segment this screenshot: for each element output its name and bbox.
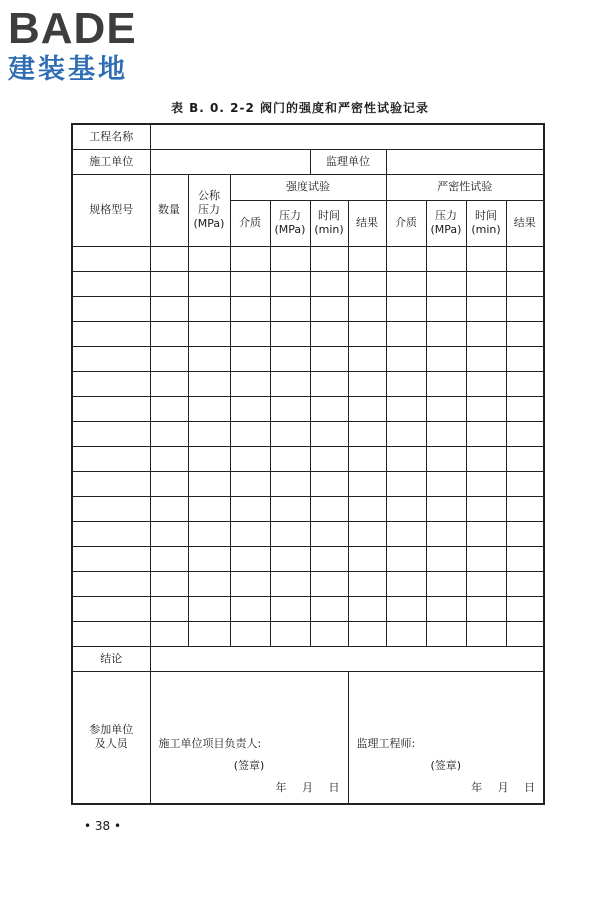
table-cell[interactable] <box>386 471 426 496</box>
table-cell[interactable] <box>426 521 466 546</box>
table-cell[interactable] <box>348 321 386 346</box>
strength-result-header: 结果 <box>348 200 386 246</box>
table-cell[interactable] <box>506 496 544 521</box>
table-row <box>72 621 544 646</box>
table-cell[interactable] <box>150 521 188 546</box>
table-cell[interactable] <box>310 271 348 296</box>
table-cell[interactable] <box>230 546 270 571</box>
table-cell[interactable] <box>426 271 466 296</box>
table-cell[interactable] <box>150 371 188 396</box>
supervisor-date: 年 月 日 <box>471 781 536 794</box>
supervisor-signature-area[interactable] <box>348 671 544 804</box>
tightness-pressure-l1: 压力 <box>435 209 457 222</box>
table-cell[interactable] <box>310 296 348 321</box>
table-cell[interactable] <box>426 421 466 446</box>
tightness-time-l2: (min) <box>471 223 501 236</box>
table-cell[interactable] <box>150 496 188 521</box>
table-cell[interactable] <box>188 446 230 471</box>
table-cell[interactable] <box>230 521 270 546</box>
table-cell[interactable] <box>466 246 506 271</box>
table-cell[interactable] <box>72 546 150 571</box>
supervisor-sign-label: 监理工程师: <box>356 737 416 750</box>
table-cell[interactable] <box>310 621 348 646</box>
table-row <box>72 246 544 271</box>
table-cell[interactable] <box>310 446 348 471</box>
table-cell[interactable] <box>72 521 150 546</box>
table-cell[interactable] <box>310 371 348 396</box>
table-cell[interactable] <box>506 321 544 346</box>
table-cell[interactable] <box>386 496 426 521</box>
table-cell[interactable] <box>150 596 188 621</box>
table-cell[interactable] <box>310 321 348 346</box>
table-cell[interactable] <box>466 496 506 521</box>
contractor-label: 施工单位 <box>72 149 150 174</box>
table-cell[interactable] <box>348 271 386 296</box>
table-row <box>72 596 544 621</box>
table-cell[interactable] <box>426 371 466 396</box>
table-cell[interactable] <box>506 546 544 571</box>
table-cell[interactable] <box>348 246 386 271</box>
table-cell[interactable] <box>270 621 310 646</box>
table-cell[interactable] <box>270 496 310 521</box>
strength-time-l2: (min) <box>314 223 344 236</box>
table-cell[interactable] <box>348 371 386 396</box>
table-cell[interactable] <box>310 396 348 421</box>
table-cell[interactable] <box>72 346 150 371</box>
table-cell[interactable] <box>150 346 188 371</box>
logo-subtitle: 建装基地 <box>8 54 128 85</box>
nominal-l1: 公称 <box>198 189 220 202</box>
table-cell[interactable] <box>270 246 310 271</box>
table-cell[interactable] <box>386 371 426 396</box>
contractor-signature-area[interactable] <box>150 671 348 804</box>
table-cell[interactable] <box>188 571 230 596</box>
table-cell[interactable] <box>506 471 544 496</box>
strength-time-l1: 时间 <box>318 209 340 222</box>
table-cell[interactable] <box>310 571 348 596</box>
table-row <box>72 296 544 321</box>
table-cell[interactable] <box>188 471 230 496</box>
table-cell[interactable] <box>150 471 188 496</box>
table-cell[interactable] <box>348 296 386 321</box>
table-cell[interactable] <box>150 446 188 471</box>
table-cell[interactable] <box>150 296 188 321</box>
col-spec-header: 规格型号 <box>72 174 150 246</box>
table-cell[interactable] <box>72 371 150 396</box>
table-cell[interactable] <box>386 596 426 621</box>
table-cell[interactable] <box>230 621 270 646</box>
table-cell[interactable] <box>150 421 188 446</box>
nominal-l2: 压力 <box>198 203 220 216</box>
table-cell[interactable] <box>386 396 426 421</box>
table-cell[interactable] <box>386 621 426 646</box>
table-cell[interactable] <box>348 621 386 646</box>
table-cell[interactable] <box>188 321 230 346</box>
table-cell[interactable] <box>270 446 310 471</box>
table-cell[interactable] <box>188 396 230 421</box>
strength-pressure-l1: 压力 <box>279 209 301 222</box>
table-cell[interactable] <box>348 546 386 571</box>
participants-label <box>72 671 150 804</box>
project-name-label: 工程名称 <box>72 124 150 149</box>
table-cell[interactable] <box>310 521 348 546</box>
table-cell[interactable] <box>506 446 544 471</box>
table-row <box>72 271 544 296</box>
table-cell[interactable] <box>72 396 150 421</box>
table-cell[interactable] <box>506 296 544 321</box>
table-cell[interactable] <box>72 421 150 446</box>
table-cell[interactable] <box>386 446 426 471</box>
table-row <box>72 571 544 596</box>
table-cell[interactable] <box>386 571 426 596</box>
tightness-result-header: 结果 <box>506 200 544 246</box>
table-cell[interactable] <box>72 471 150 496</box>
table-cell[interactable] <box>466 571 506 596</box>
table-cell[interactable] <box>72 296 150 321</box>
table-cell[interactable] <box>466 271 506 296</box>
table-cell[interactable] <box>386 346 426 371</box>
valve-test-record-table <box>71 123 545 805</box>
table-cell[interactable] <box>506 396 544 421</box>
table-cell[interactable] <box>426 546 466 571</box>
table-cell[interactable] <box>466 296 506 321</box>
table-cell[interactable] <box>386 271 426 296</box>
table-cell[interactable] <box>230 296 270 321</box>
supervisor-stamp: (签章) <box>430 759 462 772</box>
conclusion-field[interactable] <box>150 646 544 671</box>
table-cell[interactable] <box>150 621 188 646</box>
table-cell[interactable] <box>466 471 506 496</box>
tightness-time-header <box>466 200 506 246</box>
table-caption: 表 B. 0. 2-2 阀门的强度和严密性试验记录 <box>170 101 429 115</box>
table-cell[interactable] <box>506 596 544 621</box>
table-cell[interactable] <box>426 496 466 521</box>
supervisor-label: 监理单位 <box>310 149 386 174</box>
table-cell[interactable] <box>188 546 230 571</box>
table-cell[interactable] <box>348 471 386 496</box>
table-cell[interactable] <box>426 446 466 471</box>
supervisor-field[interactable] <box>386 149 544 174</box>
participants-l2: 及人员 <box>94 737 128 751</box>
table-cell[interactable] <box>230 346 270 371</box>
table-cell[interactable] <box>72 571 150 596</box>
strength-test-header: 强度试验 <box>230 174 386 200</box>
table-cell[interactable] <box>426 471 466 496</box>
table-cell[interactable] <box>466 596 506 621</box>
table-cell[interactable] <box>188 371 230 396</box>
table-cell[interactable] <box>348 446 386 471</box>
logo-brand: BADE <box>8 4 137 53</box>
table-cell[interactable] <box>188 421 230 446</box>
table-cell[interactable] <box>506 246 544 271</box>
strength-medium-header: 介质 <box>230 200 270 246</box>
participants-l1: 参加单位 <box>89 723 134 737</box>
table-cell[interactable] <box>506 621 544 646</box>
table-row <box>72 321 544 346</box>
table-cell[interactable] <box>270 421 310 446</box>
contractor-sign-label: 施工单位项目负责人: <box>158 737 262 750</box>
table-row <box>72 446 544 471</box>
table-cell[interactable] <box>310 346 348 371</box>
table-cell[interactable] <box>386 321 426 346</box>
table-cell[interactable] <box>270 371 310 396</box>
table-cell[interactable] <box>426 396 466 421</box>
table-cell[interactable] <box>348 346 386 371</box>
table-cell[interactable] <box>426 346 466 371</box>
table-cell[interactable] <box>72 596 150 621</box>
table-cell[interactable] <box>270 396 310 421</box>
strength-time-header <box>310 200 348 246</box>
table-row <box>72 371 544 396</box>
contractor-date: 年 月 日 <box>275 781 340 794</box>
table-cell[interactable] <box>188 346 230 371</box>
table-cell[interactable] <box>506 346 544 371</box>
table-cell[interactable] <box>466 371 506 396</box>
table-cell[interactable] <box>466 521 506 546</box>
table-cell[interactable] <box>150 321 188 346</box>
table-cell[interactable] <box>386 546 426 571</box>
table-cell[interactable] <box>72 321 150 346</box>
table-cell[interactable] <box>348 596 386 621</box>
table-cell[interactable] <box>348 496 386 521</box>
table-row <box>72 496 544 521</box>
tightness-pressure-header <box>426 200 466 246</box>
table-cell[interactable] <box>270 271 310 296</box>
table-cell[interactable] <box>230 496 270 521</box>
table-cell[interactable] <box>466 421 506 446</box>
table-cell[interactable] <box>466 546 506 571</box>
table-cell[interactable] <box>188 271 230 296</box>
table-cell[interactable] <box>426 246 466 271</box>
table-cell[interactable] <box>466 621 506 646</box>
table-cell[interactable] <box>230 396 270 421</box>
table-cell[interactable] <box>386 296 426 321</box>
table-cell[interactable] <box>188 296 230 321</box>
table-cell[interactable] <box>72 446 150 471</box>
table-cell[interactable] <box>466 396 506 421</box>
table-cell[interactable] <box>150 571 188 596</box>
table-cell[interactable] <box>506 521 544 546</box>
table-cell[interactable] <box>466 446 506 471</box>
table-cell[interactable] <box>270 521 310 546</box>
table-cell[interactable] <box>348 396 386 421</box>
table-cell[interactable] <box>230 246 270 271</box>
table-cell[interactable] <box>466 346 506 371</box>
table-cell[interactable] <box>386 521 426 546</box>
table-cell[interactable] <box>188 621 230 646</box>
table-cell[interactable] <box>150 546 188 571</box>
table-cell[interactable] <box>348 571 386 596</box>
table-cell[interactable] <box>426 571 466 596</box>
table-cell[interactable] <box>188 246 230 271</box>
table-cell[interactable] <box>270 296 310 321</box>
table-cell[interactable] <box>310 596 348 621</box>
nominal-l3: (MPa) <box>193 217 225 230</box>
table-cell[interactable] <box>150 246 188 271</box>
table-cell[interactable] <box>386 421 426 446</box>
table-cell[interactable] <box>426 596 466 621</box>
table-cell[interactable] <box>506 421 544 446</box>
table-cell[interactable] <box>386 246 426 271</box>
tightness-time-l1: 时间 <box>475 209 497 222</box>
table-cell[interactable] <box>310 471 348 496</box>
table-row <box>72 471 544 496</box>
contractor-stamp: (签章) <box>233 759 265 772</box>
table-cell[interactable] <box>230 571 270 596</box>
table-row <box>72 546 544 571</box>
table-cell[interactable] <box>72 271 150 296</box>
table-cell[interactable] <box>270 571 310 596</box>
conclusion-label: 结论 <box>72 646 150 671</box>
table-cell[interactable] <box>426 296 466 321</box>
table-cell[interactable] <box>506 271 544 296</box>
table-cell[interactable] <box>270 321 310 346</box>
col-qty-header: 数量 <box>150 174 188 246</box>
table-cell[interactable] <box>506 371 544 396</box>
strength-pressure-header <box>270 200 310 246</box>
table-cell[interactable] <box>506 571 544 596</box>
tightness-test-header: 严密性试验 <box>386 174 544 200</box>
table-cell[interactable] <box>310 546 348 571</box>
table-cell[interactable] <box>230 446 270 471</box>
tightness-pressure-l2: (MPa) <box>430 223 462 236</box>
table-cell[interactable] <box>310 421 348 446</box>
table-cell[interactable] <box>72 496 150 521</box>
table-cell[interactable] <box>230 421 270 446</box>
table-cell[interactable] <box>426 321 466 346</box>
table-cell[interactable] <box>188 496 230 521</box>
table-cell[interactable] <box>270 346 310 371</box>
table-cell[interactable] <box>310 246 348 271</box>
table-row <box>72 346 544 371</box>
table-row <box>72 396 544 421</box>
table-cell[interactable] <box>348 521 386 546</box>
table-cell[interactable] <box>466 321 506 346</box>
table-cell[interactable] <box>426 621 466 646</box>
table-row <box>72 421 544 446</box>
table-cell[interactable] <box>150 396 188 421</box>
table-cell[interactable] <box>348 421 386 446</box>
col-nominal-pressure-header <box>188 174 230 246</box>
table-cell[interactable] <box>230 371 270 396</box>
table-cell[interactable] <box>72 246 150 271</box>
table-cell[interactable] <box>230 271 270 296</box>
table-cell[interactable] <box>270 596 310 621</box>
table-cell[interactable] <box>188 521 230 546</box>
tightness-medium-header: 介质 <box>386 200 426 246</box>
table-cell[interactable] <box>310 496 348 521</box>
table-cell[interactable] <box>230 596 270 621</box>
table-cell[interactable] <box>72 621 150 646</box>
table-cell[interactable] <box>150 271 188 296</box>
table-cell[interactable] <box>230 321 270 346</box>
bade-logo <box>8 6 183 86</box>
page-number: • 38 • <box>84 819 122 833</box>
table-cell[interactable] <box>270 546 310 571</box>
table-row <box>72 521 544 546</box>
table-cell[interactable] <box>270 471 310 496</box>
strength-pressure-l2: (MPa) <box>274 223 306 236</box>
table-cell[interactable] <box>230 471 270 496</box>
contractor-field[interactable] <box>150 149 310 174</box>
project-name-field[interactable] <box>150 124 544 149</box>
table-cell[interactable] <box>188 596 230 621</box>
